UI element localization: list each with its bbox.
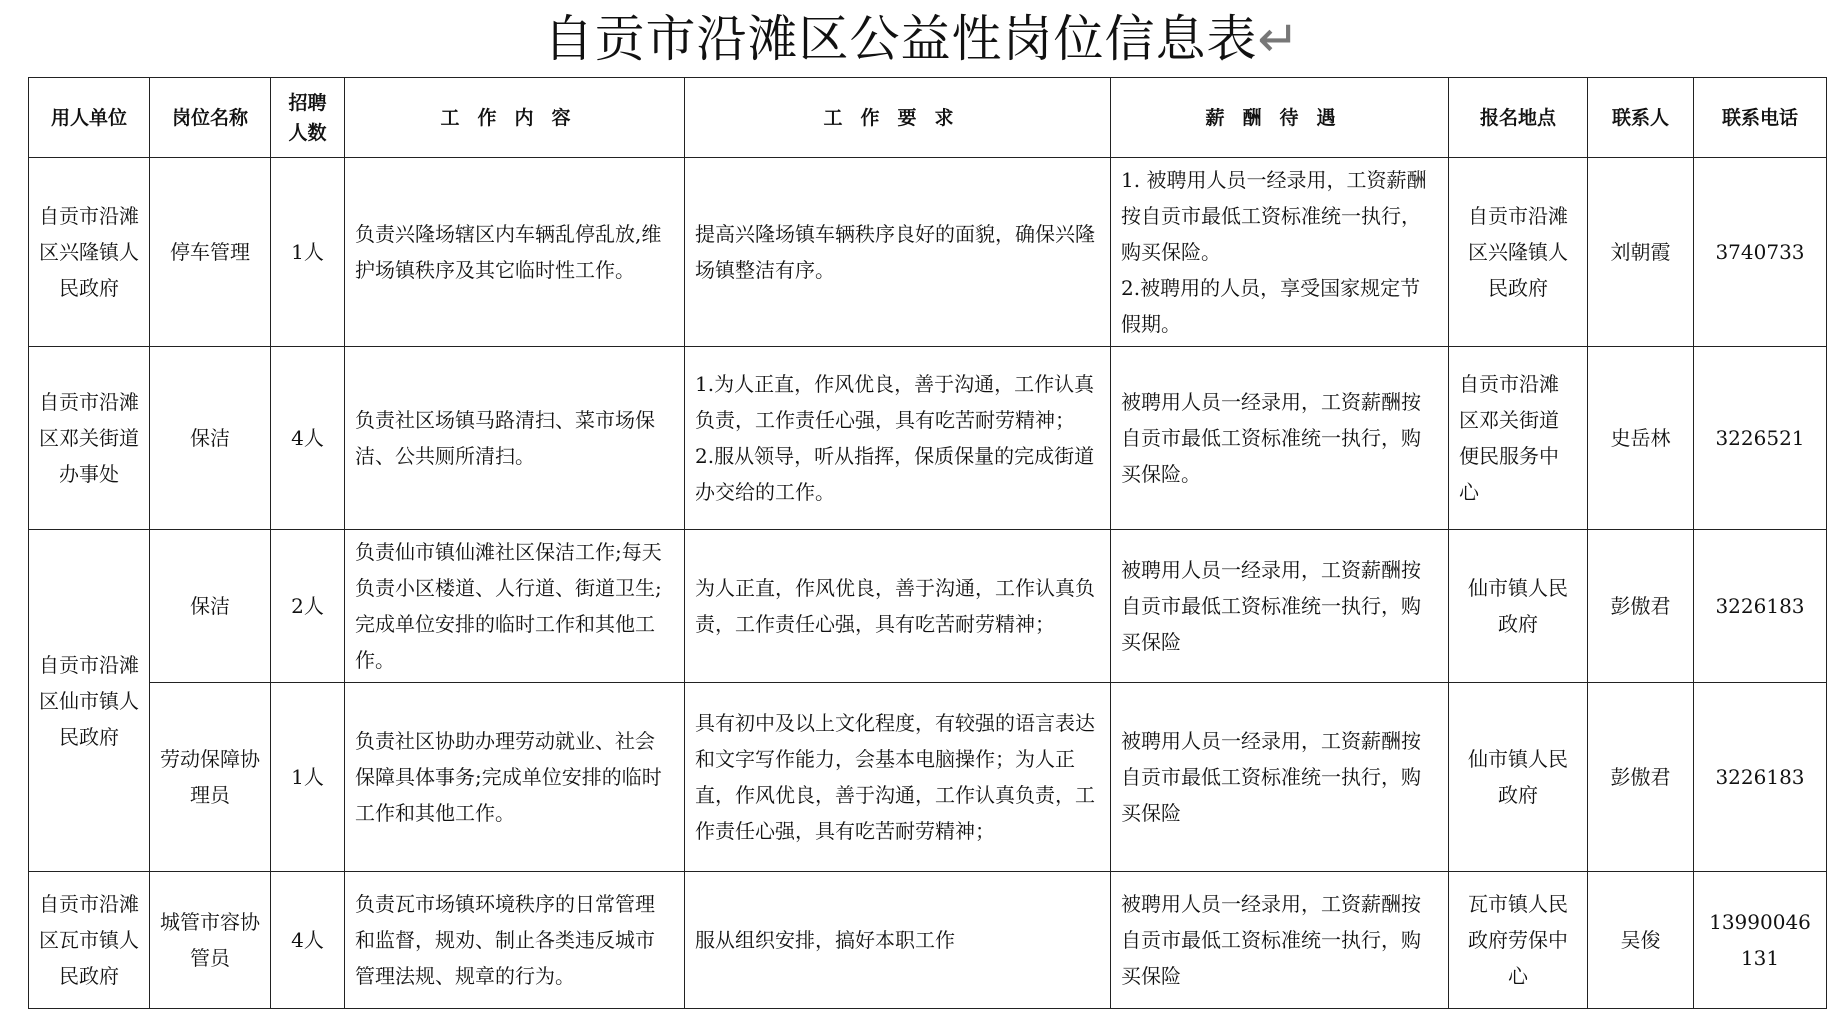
cell-phone: 3226183 bbox=[1694, 683, 1827, 872]
table-row bbox=[29, 158, 1827, 347]
cell-requirements: 为人正直，作风优良，善于沟通，工作认真负责，工作责任心强，具有吃苦耐劳精神； bbox=[685, 530, 1111, 683]
header-contact: 联系人 bbox=[1588, 78, 1694, 158]
cell-unit: 自贡市沿滩区仙市镇人民政府 bbox=[29, 530, 150, 872]
cell-location: 自贡市沿滩区邓关街道便民服务中心 bbox=[1449, 347, 1588, 530]
salary-item-1: 1. 被聘用人员一经录用，工资薪酬按自贡市最低工资标准统一执行，购买保险。 bbox=[1121, 168, 1427, 264]
cell-salary: 被聘用人员一经录用，工资薪酬按自贡市最低工资标准统一执行，购买保险 bbox=[1111, 530, 1449, 683]
cell-requirements: 具有初中及以上文化程度，有较强的语言表达和文字写作能力，会基本电脑操作；为人正直，作风优良，善于沟通，工作认真负责，工作责任心强，具有吃苦耐劳精神； bbox=[685, 683, 1111, 872]
cell-contact: 吴俊 bbox=[1588, 872, 1694, 1009]
cell-position: 保洁 bbox=[150, 347, 271, 530]
positions-table bbox=[28, 77, 1827, 1009]
cell-location: 自贡市沿滩区兴隆镇人民政府 bbox=[1449, 158, 1588, 347]
cell-unit: 自贡市沿滩区邓关街道办事处 bbox=[29, 347, 150, 530]
table-row bbox=[29, 872, 1827, 1009]
cell-position: 城管市容协管员 bbox=[150, 872, 271, 1009]
cell-position: 保洁 bbox=[150, 530, 271, 683]
cell-location: 仙市镇人民政府 bbox=[1449, 683, 1588, 872]
cell-location: 仙市镇人民政府 bbox=[1449, 530, 1588, 683]
cell-unit: 自贡市沿滩区瓦市镇人民政府 bbox=[29, 872, 150, 1009]
cell-content: 负责瓦市场镇环境秩序的日常管理和监督，规劝、制止各类违反城市管理法规、规章的行为。 bbox=[345, 872, 685, 1009]
cell-contact: 刘朝霞 bbox=[1588, 158, 1694, 347]
cell-count: 4人 bbox=[271, 872, 345, 1009]
cell-requirements bbox=[685, 347, 1111, 530]
cell-count: 4人 bbox=[271, 347, 345, 530]
cell-requirements: 服从组织安排，搞好本职工作 bbox=[685, 872, 1111, 1009]
header-count: 招聘人数 bbox=[271, 78, 345, 158]
cell-content: 负责仙市镇仙滩社区保洁工作;每天负责小区楼道、人行道、街道卫生;完成单位安排的临时工作和其他工作。 bbox=[345, 530, 685, 683]
paragraph-mark-icon: ↵ bbox=[1257, 10, 1301, 68]
header-requirements: 工作要求 bbox=[685, 78, 1111, 158]
cell-phone: 3740733 bbox=[1694, 158, 1827, 347]
cell-salary bbox=[1111, 158, 1449, 347]
cell-content: 负责社区协助办理劳动就业、社会保障具体事务;完成单位安排的临时工作和其他工作。 bbox=[345, 683, 685, 872]
cell-content: 负责社区场镇马路清扫、菜市场保洁、公共厕所清扫。 bbox=[345, 347, 685, 530]
header-phone: 联系电话 bbox=[1694, 78, 1827, 158]
title-text: 自贡市沿滩区公益性岗位信息表 bbox=[543, 10, 1258, 68]
cell-phone: 3226183 bbox=[1694, 530, 1827, 683]
header-location: 报名地点 bbox=[1449, 78, 1588, 158]
cell-content: 负责兴隆场辖区内车辆乱停乱放,维护场镇秩序及其它临时性工作。 bbox=[345, 158, 685, 347]
cell-requirements: 提高兴隆场镇车辆秩序良好的面貌，确保兴隆场镇整洁有序。 bbox=[685, 158, 1111, 347]
table-header-row bbox=[29, 78, 1827, 158]
table-row bbox=[29, 530, 1827, 683]
cell-phone: 3226521 bbox=[1694, 347, 1827, 530]
cell-contact: 彭傲君 bbox=[1588, 683, 1694, 872]
header-position: 岗位名称 bbox=[150, 78, 271, 158]
salary-item-2: 2.被聘用的人员，享受国家规定节假期。 bbox=[1121, 276, 1421, 336]
cell-position: 劳动保障协理员 bbox=[150, 683, 271, 872]
table-row bbox=[29, 683, 1827, 872]
cell-position: 停车管理 bbox=[150, 158, 271, 347]
header-unit: 用人单位 bbox=[29, 78, 150, 158]
requirement-item-1: 1.为人正直，作风优良，善于沟通，工作认真负责，工作责任心强，具有吃苦耐劳精神； bbox=[695, 372, 1095, 432]
cell-unit: 自贡市沿滩区兴隆镇人民政府 bbox=[29, 158, 150, 347]
cell-count: 2人 bbox=[271, 530, 345, 683]
cell-salary: 被聘用人员一经录用，工资薪酬按自贡市最低工资标准统一执行，购买保险 bbox=[1111, 683, 1449, 872]
header-salary: 薪酬待遇 bbox=[1111, 78, 1449, 158]
cell-salary: 被聘用人员一经录用，工资薪酬按自贡市最低工资标准统一执行，购买保险 bbox=[1111, 872, 1449, 1009]
table-row bbox=[29, 347, 1827, 530]
cell-count: 1人 bbox=[271, 683, 345, 872]
cell-location: 瓦市镇人民政府劳保中心 bbox=[1449, 872, 1588, 1009]
cell-phone: 13990046131 bbox=[1694, 872, 1827, 1009]
cell-salary: 被聘用人员一经录用，工资薪酬按自贡市最低工资标准统一执行，购买保险。 bbox=[1111, 347, 1449, 530]
header-content: 工作内容 bbox=[345, 78, 685, 158]
cell-contact: 史岳林 bbox=[1588, 347, 1694, 530]
cell-count: 1人 bbox=[271, 158, 345, 347]
requirement-item-2: 2.服从领导，听从指挥，保质保量的完成街道办交给的工作。 bbox=[695, 444, 1095, 504]
page-title bbox=[0, 8, 1844, 70]
cell-contact: 彭傲君 bbox=[1588, 530, 1694, 683]
